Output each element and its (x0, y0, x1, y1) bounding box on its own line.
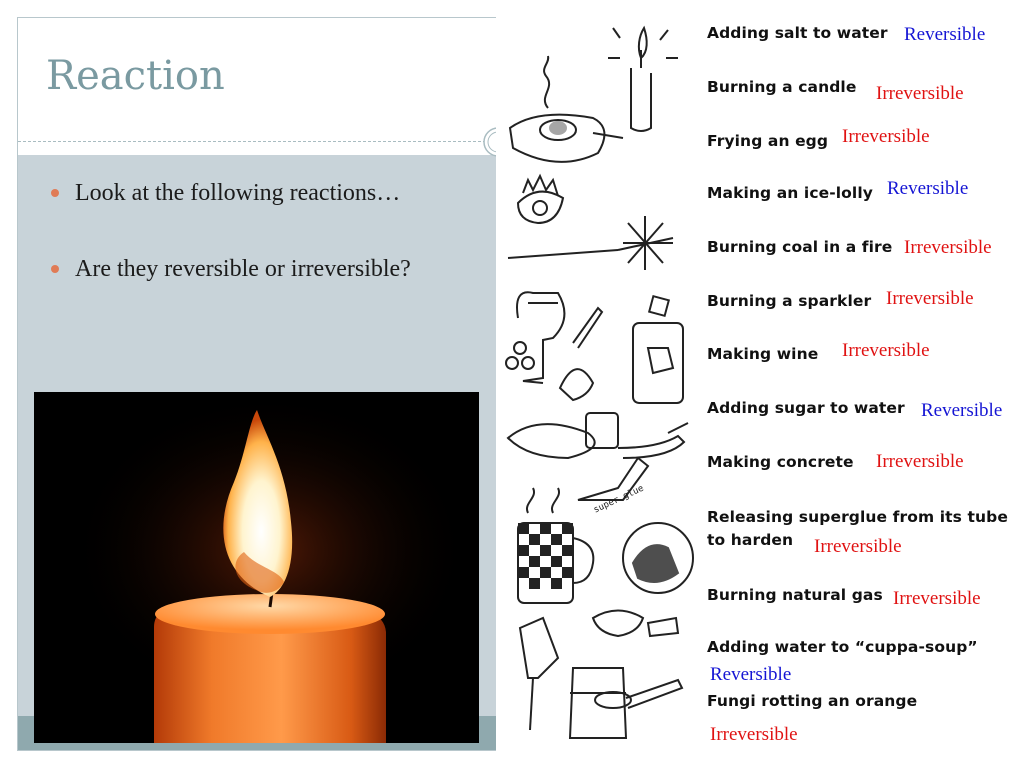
bullet-list (48, 178, 488, 330)
reaction-label: Releasing superglue from its tube (707, 508, 1008, 526)
glue-tube-label: super glue (592, 483, 646, 516)
reaction-label: Frying an egg (707, 132, 829, 150)
candle-photo (34, 392, 479, 743)
reaction-label-continued: to harden (707, 531, 794, 549)
answer-irreversible: Irreversible (876, 451, 964, 472)
reaction-label: Burning natural gas (707, 586, 883, 604)
answer-reversible: Reversible (921, 400, 1003, 421)
reaction-sketches (498, 18, 703, 748)
reaction-label: Burning a candle (707, 78, 857, 96)
answer-reversible: Reversible (710, 664, 792, 685)
answer-irreversible: Irreversible (842, 126, 930, 147)
answer-irreversible: Irreversible (886, 288, 974, 309)
bullet-dot-icon (51, 265, 59, 273)
reaction-label: Adding sugar to water (707, 399, 905, 417)
bullet-item (48, 178, 488, 208)
answer-irreversible: Irreversible (842, 340, 930, 361)
bullet-text: Look at the following reactions… (75, 180, 401, 206)
bullet-text: Are they reversible or irreversible? (75, 256, 411, 282)
slide-title: Reaction (46, 53, 225, 99)
reaction-label: Adding water to “cuppa-soup” (707, 638, 978, 656)
bullet-dot-icon (51, 189, 59, 197)
answer-irreversible: Irreversible (893, 588, 981, 609)
reaction-label: Making wine (707, 345, 819, 363)
reaction-label: Burning a sparkler (707, 292, 872, 310)
bullet-item (48, 254, 488, 284)
answer-irreversible: Irreversible (710, 724, 798, 745)
title-divider (18, 141, 496, 142)
answer-irreversible: Irreversible (814, 536, 902, 557)
reaction-label: Adding salt to water (707, 24, 888, 42)
answer-reversible: Reversible (887, 178, 969, 199)
reaction-label: Making concrete (707, 453, 854, 471)
answer-reversible: Reversible (904, 24, 986, 45)
answer-irreversible: Irreversible (904, 237, 992, 258)
reaction-label: Burning coal in a fire (707, 238, 893, 256)
reaction-label: Making an ice-lolly (707, 184, 873, 202)
reaction-label: Fungi rotting an orange (707, 692, 918, 710)
answer-irreversible: Irreversible (876, 83, 964, 104)
